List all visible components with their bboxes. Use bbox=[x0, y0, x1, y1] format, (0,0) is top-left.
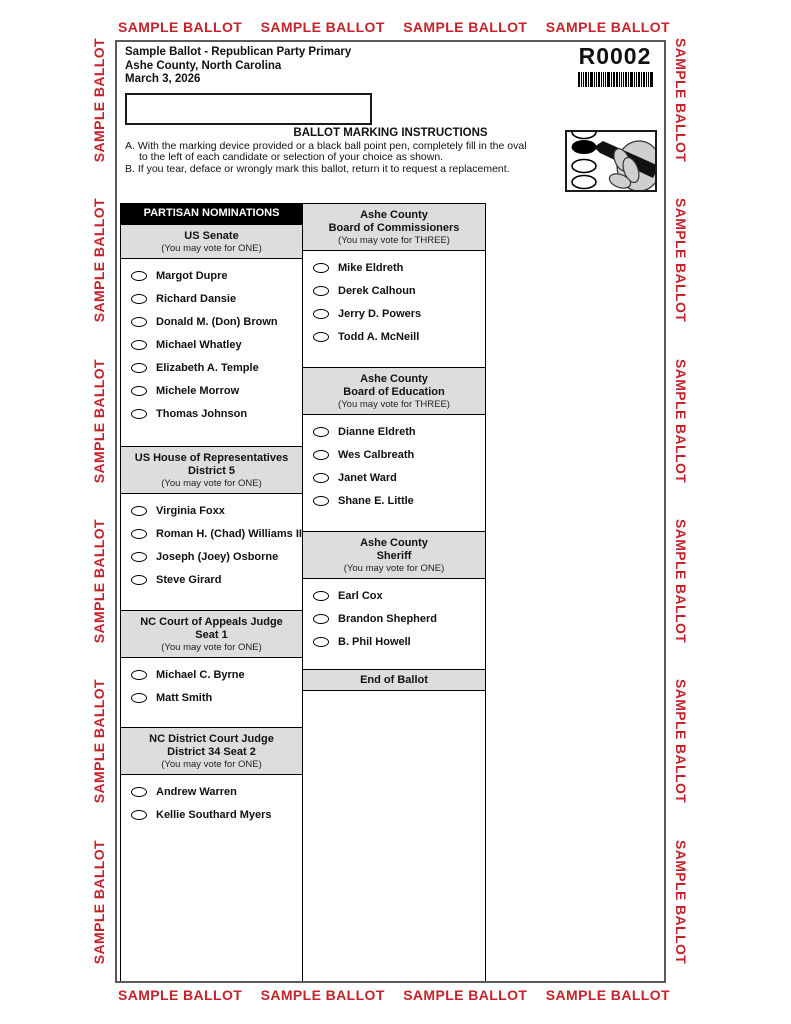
sample-ballot-watermark: SAMPLE BALLOT bbox=[403, 987, 528, 1003]
candidate-name: Virginia Foxx bbox=[156, 504, 225, 517]
hand-marking-pen-icon bbox=[567, 132, 655, 190]
sample-ballot-watermark: SAMPLE BALLOT bbox=[673, 679, 689, 804]
candidate-row bbox=[121, 545, 302, 568]
sample-ballot-watermark: SAMPLE BALLOT bbox=[673, 519, 689, 644]
contest-header bbox=[303, 367, 485, 415]
instruction-text-b: If you tear, deface or wrongly mark this ballot, return it to request a replacement. bbox=[137, 162, 510, 175]
candidate-name: Roman H. (Chad) Williams II bbox=[156, 527, 302, 540]
fill-oval[interactable] bbox=[131, 271, 147, 281]
candidate-name: Donald M. (Don) Brown bbox=[156, 315, 278, 328]
candidate-name: Michele Morrow bbox=[156, 384, 240, 397]
candidate-row bbox=[303, 302, 485, 325]
candidate-row bbox=[121, 499, 302, 522]
candidate-row bbox=[303, 466, 485, 489]
candidate-row bbox=[121, 663, 302, 686]
candidate-row bbox=[121, 310, 302, 333]
candidate-name: Brandon Shepherd bbox=[338, 612, 438, 625]
contest-title: Ashe County bbox=[360, 373, 428, 385]
fill-oval[interactable] bbox=[131, 810, 147, 820]
ballot-title bbox=[125, 46, 351, 87]
fill-oval[interactable] bbox=[313, 332, 329, 342]
fill-oval[interactable] bbox=[131, 294, 147, 304]
contest-box bbox=[303, 203, 485, 350]
ballot-code: R0002 bbox=[578, 43, 652, 69]
sample-ballot-watermark: SAMPLE BALLOT bbox=[260, 19, 385, 35]
contest-header bbox=[121, 610, 302, 658]
fill-oval[interactable] bbox=[313, 427, 329, 437]
candidate-name: Mike Eldreth bbox=[338, 261, 404, 274]
vote-instruction: (You may vote for ONE) bbox=[161, 478, 262, 489]
fill-oval[interactable] bbox=[313, 286, 329, 296]
candidate-row bbox=[303, 279, 485, 302]
sample-ballot-watermark: SAMPLE BALLOT bbox=[118, 987, 243, 1003]
sample-ballot-watermark: SAMPLE BALLOT bbox=[91, 679, 107, 804]
fill-oval[interactable] bbox=[131, 506, 147, 516]
contest-box bbox=[121, 610, 302, 711]
partisan-nominations-bar: PARTISAN NOMINATIONS bbox=[121, 203, 302, 224]
sample-ballot-watermark: SAMPLE BALLOT bbox=[91, 839, 107, 964]
column-3-empty bbox=[486, 203, 664, 981]
contest-header bbox=[121, 224, 302, 259]
ballot-title-line2: Ashe County, North Carolina bbox=[125, 59, 282, 72]
fill-oval[interactable] bbox=[131, 317, 147, 327]
candidate-list bbox=[303, 251, 485, 350]
fill-oval[interactable] bbox=[131, 386, 147, 396]
contest-title: District 5 bbox=[187, 465, 236, 477]
candidate-row bbox=[121, 287, 302, 310]
fill-oval[interactable] bbox=[131, 575, 147, 585]
sample-ballot-watermark: SAMPLE BALLOT bbox=[260, 987, 385, 1003]
contest-box bbox=[121, 446, 302, 593]
fill-oval[interactable] bbox=[131, 552, 147, 562]
candidate-row bbox=[303, 325, 485, 348]
candidate-name: Dianne Eldreth bbox=[338, 425, 416, 438]
candidate-row bbox=[121, 522, 302, 545]
contest-box bbox=[303, 367, 485, 514]
candidate-list bbox=[121, 658, 302, 711]
contest-gap bbox=[303, 350, 485, 367]
fill-oval[interactable] bbox=[313, 591, 329, 601]
candidate-row bbox=[303, 584, 485, 607]
fill-oval[interactable] bbox=[313, 473, 329, 483]
contest-title: US House of Representatives bbox=[134, 452, 289, 464]
fill-oval[interactable] bbox=[131, 409, 147, 419]
candidate-list bbox=[121, 259, 302, 427]
sample-ballot-watermark: SAMPLE BALLOT bbox=[673, 839, 689, 964]
end-of-ballot-bar: End of Ballot bbox=[303, 669, 485, 691]
watermark-column-left bbox=[90, 38, 108, 964]
candidate-name: Michael Whatley bbox=[156, 338, 242, 351]
barcode bbox=[578, 72, 654, 87]
sample-ballot-watermark: SAMPLE BALLOT bbox=[673, 198, 689, 323]
contest-title: NC District Court Judge bbox=[149, 733, 274, 745]
candidate-name: Jerry D. Powers bbox=[338, 307, 422, 320]
sample-ballot-watermark: SAMPLE BALLOT bbox=[545, 19, 670, 35]
contest-header bbox=[121, 446, 302, 494]
contest-title: Ashe County bbox=[360, 537, 428, 549]
contest-gap bbox=[121, 427, 302, 446]
sample-ballot-watermark: SAMPLE BALLOT bbox=[403, 19, 528, 35]
contest-box bbox=[303, 531, 485, 655]
fill-oval[interactable] bbox=[131, 340, 147, 350]
column-1 bbox=[120, 203, 303, 981]
contest-title: Seat 1 bbox=[195, 629, 228, 641]
contest-gap bbox=[303, 514, 485, 531]
fill-oval[interactable] bbox=[313, 637, 329, 647]
ballot-title-line1: Sample Ballot - Republican Party Primary bbox=[125, 46, 352, 58]
contest-header bbox=[303, 531, 485, 579]
vote-instruction: (You may vote for THREE) bbox=[338, 235, 450, 246]
candidate-row bbox=[121, 356, 302, 379]
sample-ballot-watermark: SAMPLE BALLOT bbox=[91, 38, 107, 163]
sample-ballot-watermark: SAMPLE BALLOT bbox=[673, 38, 689, 163]
candidate-name: Todd A. McNeill bbox=[338, 330, 420, 343]
sample-ballot-watermark: SAMPLE BALLOT bbox=[118, 19, 243, 35]
candidate-row bbox=[121, 333, 302, 356]
instruction-text-a: With the marking device provided or a black ball point pen, completely fill in the oval to the left of each candidate or selection of your choice as shown. bbox=[137, 139, 527, 163]
candidate-row bbox=[303, 607, 485, 630]
candidate-name: Elizabeth A. Temple bbox=[156, 361, 259, 374]
ballot-sheet bbox=[115, 40, 666, 983]
contest-title: Sheriff bbox=[376, 550, 412, 562]
fill-oval[interactable] bbox=[131, 670, 147, 680]
candidate-row bbox=[303, 630, 485, 653]
fill-oval[interactable] bbox=[131, 363, 147, 373]
candidate-row bbox=[121, 379, 302, 402]
contest-box bbox=[121, 224, 302, 427]
vote-instruction: (You may vote for THREE) bbox=[338, 399, 450, 410]
contest-title: Ashe County bbox=[360, 209, 428, 221]
candidate-row bbox=[121, 264, 302, 287]
sample-ballot-watermark: SAMPLE BALLOT bbox=[91, 198, 107, 323]
candidate-name: Janet Ward bbox=[338, 471, 397, 484]
watermark-row-top bbox=[118, 19, 670, 35]
marking-illustration bbox=[565, 130, 657, 192]
candidate-name: Steve Girard bbox=[156, 573, 222, 586]
candidate-row bbox=[121, 780, 302, 803]
vote-instruction: (You may vote for ONE) bbox=[161, 759, 262, 770]
contest-gap bbox=[121, 711, 302, 727]
candidate-name: Matt Smith bbox=[156, 691, 213, 704]
instruction-label-b: B. bbox=[125, 162, 135, 175]
column-2 bbox=[303, 203, 486, 981]
candidate-row bbox=[303, 443, 485, 466]
candidate-name: Kellie Southard Myers bbox=[156, 808, 272, 821]
candidate-name: Thomas Johnson bbox=[156, 407, 248, 420]
candidate-name: Richard Dansie bbox=[156, 292, 237, 305]
candidate-name: Joseph (Joey) Osborne bbox=[156, 550, 279, 563]
sample-ballot-watermark: SAMPLE BALLOT bbox=[673, 358, 689, 483]
candidate-list bbox=[121, 494, 302, 593]
sample-ballot-watermark: SAMPLE BALLOT bbox=[545, 987, 670, 1003]
contest-header bbox=[121, 727, 302, 775]
candidate-name: Shane E. Little bbox=[338, 494, 414, 507]
contest-title: Board of Commissioners bbox=[328, 222, 460, 234]
fill-oval[interactable] bbox=[313, 263, 329, 273]
fill-oval[interactable] bbox=[313, 450, 329, 460]
fill-oval[interactable] bbox=[131, 693, 147, 703]
ballot-title-line3: March 3, 2026 bbox=[125, 73, 201, 85]
candidate-list bbox=[303, 579, 485, 655]
sample-ballot-watermark: SAMPLE BALLOT bbox=[91, 358, 107, 483]
sample-ballot-watermark: SAMPLE BALLOT bbox=[91, 519, 107, 644]
instructions-title: BALLOT MARKING INSTRUCTIONS bbox=[293, 127, 488, 139]
contest-columns bbox=[120, 203, 664, 981]
candidate-name: B. Phil Howell bbox=[338, 635, 411, 648]
watermark-column-right bbox=[672, 38, 690, 964]
vote-instruction: (You may vote for ONE) bbox=[161, 243, 262, 254]
candidate-row bbox=[121, 686, 302, 709]
candidate-row bbox=[121, 402, 302, 425]
watermark-row-bottom bbox=[118, 987, 670, 1003]
candidate-list bbox=[121, 775, 302, 828]
candidate-row bbox=[303, 420, 485, 443]
candidate-row bbox=[121, 568, 302, 591]
contest-box bbox=[121, 727, 302, 828]
contest-gap bbox=[121, 593, 302, 610]
candidate-name: Andrew Warren bbox=[156, 785, 237, 798]
contest-title: District 34 Seat 2 bbox=[167, 746, 256, 758]
candidate-row bbox=[121, 803, 302, 826]
fill-oval[interactable] bbox=[131, 787, 147, 797]
contest-title: NC Court of Appeals Judge bbox=[140, 616, 283, 628]
candidate-name: Michael C. Byrne bbox=[156, 668, 245, 681]
candidate-row bbox=[303, 256, 485, 279]
vote-instruction: (You may vote for ONE) bbox=[161, 642, 262, 653]
candidate-name: Margot Dupre bbox=[156, 269, 228, 282]
fill-oval[interactable] bbox=[131, 529, 147, 539]
fill-oval[interactable] bbox=[313, 614, 329, 624]
fill-oval[interactable] bbox=[313, 309, 329, 319]
candidate-name: Derek Calhoun bbox=[338, 284, 416, 297]
candidate-name: Wes Calbreath bbox=[338, 448, 415, 461]
candidate-row bbox=[303, 489, 485, 512]
instruction-label-a: A. bbox=[125, 139, 135, 152]
contest-header bbox=[303, 203, 485, 251]
contest-title: US Senate bbox=[184, 230, 239, 242]
candidate-list bbox=[303, 415, 485, 514]
fill-oval[interactable] bbox=[313, 496, 329, 506]
candidate-name: Earl Cox bbox=[338, 589, 383, 602]
vote-instruction: (You may vote for ONE) bbox=[343, 563, 445, 574]
contest-gap bbox=[303, 655, 485, 669]
blank-box bbox=[125, 93, 372, 125]
contest-title: Board of Education bbox=[343, 386, 445, 398]
